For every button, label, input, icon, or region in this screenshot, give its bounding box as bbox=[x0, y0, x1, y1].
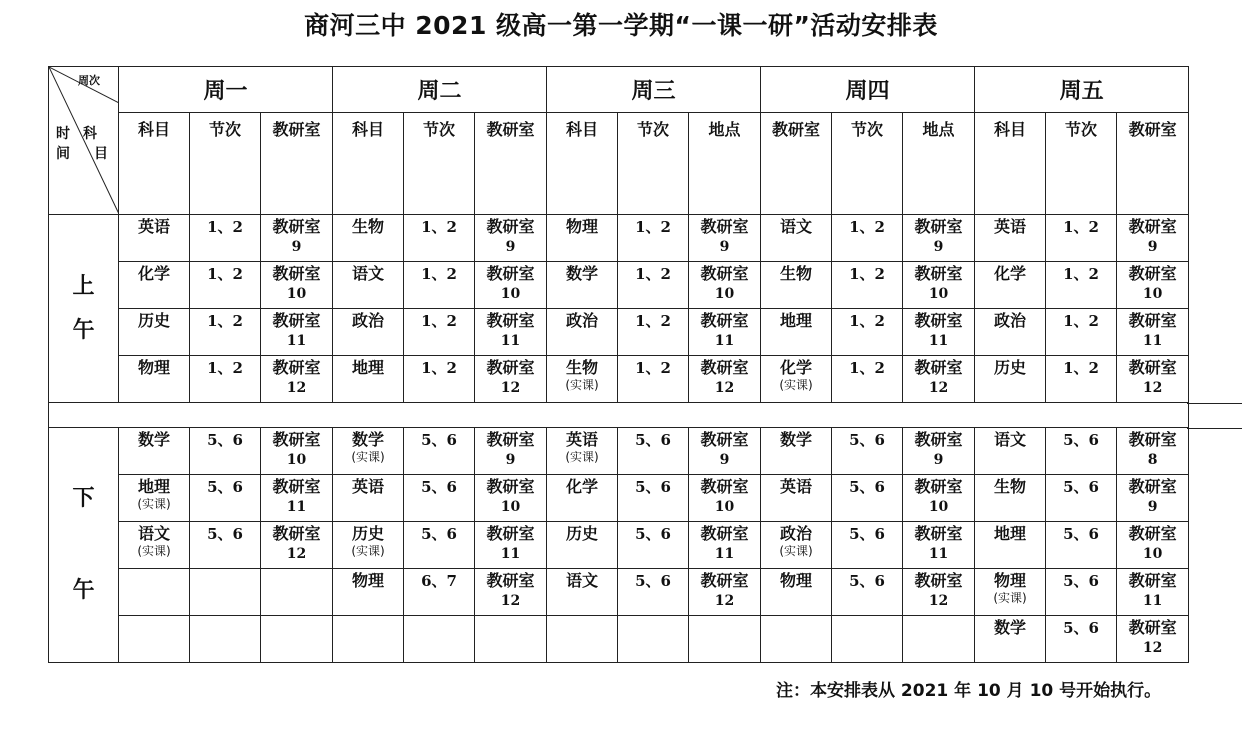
table-row bbox=[49, 215, 1189, 262]
column-header: 教研室 bbox=[1117, 113, 1189, 215]
subject-cell: 生物 bbox=[333, 215, 404, 262]
room-cell: 教研室 9 bbox=[689, 428, 761, 475]
subject-cell: 数学 bbox=[975, 616, 1046, 663]
corner-cell bbox=[49, 67, 119, 215]
period-cell: 5、6 bbox=[1046, 428, 1117, 475]
room-cell: 教研室 10 bbox=[475, 262, 547, 309]
room-cell: 教研室 9 bbox=[1117, 215, 1189, 262]
period-cell: 1、2 bbox=[618, 262, 689, 309]
spacer-row bbox=[49, 403, 1189, 428]
subject-cell: 政治 bbox=[333, 309, 404, 356]
footnote: 注：本安排表从 2021 年 10 月 10 号开始执行。 bbox=[776, 681, 1162, 701]
subject-cell: 历史 bbox=[119, 309, 190, 356]
subject-cell: 语文 (实课) bbox=[119, 522, 190, 569]
room-cell bbox=[261, 569, 333, 616]
subject-cell: 英语 bbox=[333, 475, 404, 522]
room-cell: 教研室 11 bbox=[689, 309, 761, 356]
table-row bbox=[49, 428, 1189, 475]
column-header: 科目 bbox=[119, 113, 190, 215]
period-cell: 1、2 bbox=[190, 215, 261, 262]
room-cell: 教研室 9 bbox=[475, 215, 547, 262]
period-cell: 5、6 bbox=[404, 475, 475, 522]
column-header: 地点 bbox=[903, 113, 975, 215]
period-label: 下 午 bbox=[49, 428, 119, 663]
period-cell: 5、6 bbox=[1046, 475, 1117, 522]
room-cell bbox=[689, 616, 761, 663]
period-cell: 5、6 bbox=[1046, 522, 1117, 569]
corner-subject-label: 目 bbox=[94, 146, 108, 162]
subject-cell: 政治 (实课) bbox=[761, 522, 832, 569]
period-cell: 5、6 bbox=[1046, 616, 1117, 663]
room-cell: 教研室 12 bbox=[261, 522, 333, 569]
corner-subject-label: 科 bbox=[83, 126, 97, 142]
subject-cell: 历史 bbox=[975, 356, 1046, 403]
subject-cell: 语文 bbox=[547, 569, 618, 616]
day-header: 周一 bbox=[119, 67, 333, 113]
period-cell: 1、2 bbox=[190, 262, 261, 309]
divider bbox=[1187, 403, 1242, 404]
subject-cell: 政治 bbox=[975, 309, 1046, 356]
room-cell: 教研室 11 bbox=[903, 522, 975, 569]
period-cell: 5、6 bbox=[618, 569, 689, 616]
room-cell: 教研室 11 bbox=[475, 309, 547, 356]
room-cell: 教研室 10 bbox=[903, 262, 975, 309]
period-cell: 1、2 bbox=[618, 215, 689, 262]
period-cell bbox=[832, 616, 903, 663]
column-header: 教研室 bbox=[761, 113, 832, 215]
period-cell: 1、2 bbox=[190, 356, 261, 403]
room-cell: 教研室 10 bbox=[1117, 522, 1189, 569]
subject-cell: 化学 bbox=[119, 262, 190, 309]
room-cell: 教研室 11 bbox=[1117, 309, 1189, 356]
period-cell: 5、6 bbox=[404, 428, 475, 475]
period-cell: 1、2 bbox=[832, 262, 903, 309]
room-cell: 教研室 10 bbox=[1117, 262, 1189, 309]
room-cell: 教研室 11 bbox=[475, 522, 547, 569]
room-cell: 教研室 11 bbox=[261, 475, 333, 522]
room-cell: 教研室 12 bbox=[903, 356, 975, 403]
period-cell: 1、2 bbox=[404, 309, 475, 356]
subject-cell: 历史 bbox=[547, 522, 618, 569]
period-cell: 5、6 bbox=[618, 428, 689, 475]
column-header: 科目 bbox=[333, 113, 404, 215]
corner-week-label: 周次 bbox=[78, 74, 100, 87]
subject-cell: 物理 (实课) bbox=[975, 569, 1046, 616]
column-header: 教研室 bbox=[475, 113, 547, 215]
room-cell bbox=[475, 616, 547, 663]
room-cell: 教研室 10 bbox=[689, 262, 761, 309]
room-cell: 教研室 12 bbox=[1117, 356, 1189, 403]
room-cell bbox=[261, 616, 333, 663]
room-cell: 教研室 12 bbox=[903, 569, 975, 616]
column-header: 节次 bbox=[190, 113, 261, 215]
room-cell: 教研室 9 bbox=[903, 215, 975, 262]
room-cell: 教研室 12 bbox=[689, 569, 761, 616]
period-cell: 1、2 bbox=[1046, 262, 1117, 309]
room-cell: 教研室 9 bbox=[261, 215, 333, 262]
subject-cell: 英语 bbox=[761, 475, 832, 522]
period-cell: 5、6 bbox=[832, 569, 903, 616]
column-header: 科目 bbox=[547, 113, 618, 215]
subject-cell: 语文 bbox=[333, 262, 404, 309]
subject-cell: 生物 bbox=[975, 475, 1046, 522]
period-cell: 1、2 bbox=[618, 356, 689, 403]
room-cell: 教研室 10 bbox=[261, 428, 333, 475]
table-row bbox=[49, 356, 1189, 403]
divider bbox=[1187, 428, 1242, 429]
subject-cell: 数学 (实课) bbox=[333, 428, 404, 475]
schedule-table bbox=[48, 66, 1189, 663]
room-cell: 教研室 11 bbox=[903, 309, 975, 356]
period-cell: 1、2 bbox=[1046, 309, 1117, 356]
period-cell: 1、2 bbox=[1046, 356, 1117, 403]
subject-cell: 化学 (实课) bbox=[761, 356, 832, 403]
period-cell: 1、2 bbox=[832, 215, 903, 262]
room-cell bbox=[903, 616, 975, 663]
room-cell: 教研室 11 bbox=[261, 309, 333, 356]
period-cell: 1、2 bbox=[190, 309, 261, 356]
room-cell: 教研室 10 bbox=[903, 475, 975, 522]
period-cell: 5、6 bbox=[618, 522, 689, 569]
room-cell: 教研室 12 bbox=[261, 356, 333, 403]
room-cell: 教研室 10 bbox=[261, 262, 333, 309]
subject-cell: 生物 bbox=[761, 262, 832, 309]
page-title: 商河三中 2021 级高一第一学期“一课一研”活动安排表 bbox=[304, 11, 938, 40]
subject-cell: 数学 bbox=[119, 428, 190, 475]
period-cell bbox=[190, 616, 261, 663]
room-cell: 教研室 10 bbox=[475, 475, 547, 522]
room-cell: 教研室 9 bbox=[903, 428, 975, 475]
period-cell: 5、6 bbox=[190, 522, 261, 569]
period-cell: 5、6 bbox=[190, 475, 261, 522]
period-cell: 1、2 bbox=[1046, 215, 1117, 262]
room-cell: 教研室 8 bbox=[1117, 428, 1189, 475]
table-row bbox=[49, 262, 1189, 309]
period-cell: 5、6 bbox=[618, 475, 689, 522]
period-cell: 1、2 bbox=[832, 356, 903, 403]
day-header-row bbox=[49, 67, 1189, 113]
period-cell: 1、2 bbox=[404, 262, 475, 309]
subject-cell bbox=[119, 569, 190, 616]
room-cell: 教研室 10 bbox=[689, 475, 761, 522]
subject-cell: 政治 bbox=[547, 309, 618, 356]
period-cell bbox=[404, 616, 475, 663]
column-header: 教研室 bbox=[261, 113, 333, 215]
subject-cell: 物理 bbox=[119, 356, 190, 403]
column-header: 节次 bbox=[1046, 113, 1117, 215]
period-cell: 5、6 bbox=[832, 522, 903, 569]
subject-cell bbox=[333, 616, 404, 663]
table-row bbox=[49, 569, 1189, 616]
room-cell: 教研室 12 bbox=[689, 356, 761, 403]
room-cell: 教研室 9 bbox=[689, 215, 761, 262]
table-row bbox=[49, 616, 1189, 663]
corner-time-label: 间 bbox=[56, 146, 70, 162]
subject-cell: 语文 bbox=[975, 428, 1046, 475]
subject-cell: 英语 bbox=[119, 215, 190, 262]
column-header: 科目 bbox=[975, 113, 1046, 215]
subject-cell: 物理 bbox=[547, 215, 618, 262]
period-cell: 6、7 bbox=[404, 569, 475, 616]
subheader-row bbox=[49, 113, 1189, 215]
column-header: 地点 bbox=[689, 113, 761, 215]
day-header: 周三 bbox=[547, 67, 761, 113]
corner-time-label: 时 bbox=[56, 126, 70, 142]
subject-cell: 化学 bbox=[547, 475, 618, 522]
subject-cell: 地理 bbox=[975, 522, 1046, 569]
table-row bbox=[49, 522, 1189, 569]
table-row bbox=[49, 475, 1189, 522]
subject-cell: 语文 bbox=[761, 215, 832, 262]
room-cell: 教研室 9 bbox=[475, 428, 547, 475]
room-cell: 教研室 12 bbox=[1117, 616, 1189, 663]
subject-cell: 地理 (实课) bbox=[119, 475, 190, 522]
room-cell: 教研室 12 bbox=[475, 356, 547, 403]
period-cell: 5、6 bbox=[1046, 569, 1117, 616]
subject-cell: 地理 bbox=[761, 309, 832, 356]
subject-cell: 英语 bbox=[975, 215, 1046, 262]
period-cell: 1、2 bbox=[404, 215, 475, 262]
subject-cell: 物理 bbox=[333, 569, 404, 616]
subject-cell: 物理 bbox=[761, 569, 832, 616]
column-header: 节次 bbox=[618, 113, 689, 215]
subject-cell: 数学 bbox=[761, 428, 832, 475]
spacer-cell bbox=[49, 403, 1189, 428]
table-row bbox=[49, 309, 1189, 356]
period-cell bbox=[618, 616, 689, 663]
subject-cell bbox=[761, 616, 832, 663]
period-cell: 5、6 bbox=[404, 522, 475, 569]
subject-cell: 生物 (实课) bbox=[547, 356, 618, 403]
subject-cell bbox=[119, 616, 190, 663]
period-cell: 1、2 bbox=[404, 356, 475, 403]
day-header: 周二 bbox=[333, 67, 547, 113]
period-cell: 5、6 bbox=[190, 428, 261, 475]
room-cell: 教研室 12 bbox=[475, 569, 547, 616]
period-cell: 1、2 bbox=[618, 309, 689, 356]
column-header: 节次 bbox=[404, 113, 475, 215]
subject-cell: 英语 (实课) bbox=[547, 428, 618, 475]
column-header: 节次 bbox=[832, 113, 903, 215]
room-cell: 教研室 9 bbox=[1117, 475, 1189, 522]
subject-cell: 地理 bbox=[333, 356, 404, 403]
period-cell: 1、2 bbox=[832, 309, 903, 356]
room-cell: 教研室 11 bbox=[689, 522, 761, 569]
subject-cell: 数学 bbox=[547, 262, 618, 309]
day-header: 周四 bbox=[761, 67, 975, 113]
period-cell: 5、6 bbox=[832, 428, 903, 475]
day-header: 周五 bbox=[975, 67, 1189, 113]
room-cell: 教研室 11 bbox=[1117, 569, 1189, 616]
period-cell: 5、6 bbox=[832, 475, 903, 522]
subject-cell: 历史 (实课) bbox=[333, 522, 404, 569]
subject-cell: 化学 bbox=[975, 262, 1046, 309]
subject-cell bbox=[547, 616, 618, 663]
period-label: 上 午 bbox=[49, 215, 119, 403]
period-cell bbox=[190, 569, 261, 616]
